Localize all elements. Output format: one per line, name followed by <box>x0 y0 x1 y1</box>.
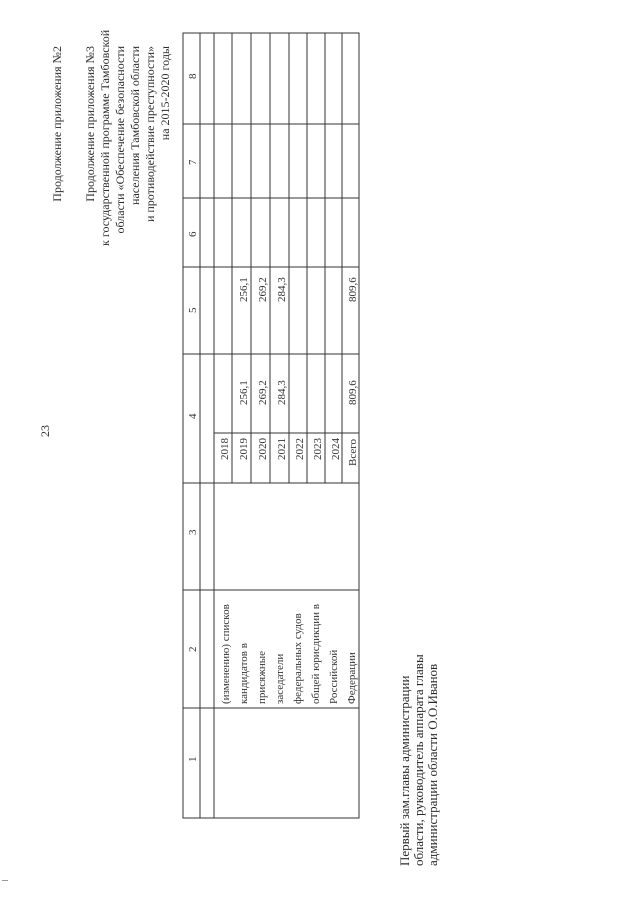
page-number: 23 <box>38 425 52 437</box>
col5-2019: 256,1 <box>238 277 250 302</box>
year-2024: 2024 <box>330 438 342 460</box>
year-2018: 2018 <box>219 438 231 460</box>
col5-total: 809,6 <box>347 277 359 302</box>
signature-line-2: области, руководитель аппарата главы <box>411 654 426 866</box>
col5-2021: 284,3 <box>276 277 288 302</box>
appendix-3-line-2: к государственной программе Тамбовской <box>98 29 112 246</box>
signature-line-1: Первый зам.главы администрации <box>397 675 412 866</box>
scan-edge-mark <box>2 880 8 881</box>
col4-values <box>238 380 359 405</box>
appendix-3-line-3: области «Обеспечение безопасности <box>113 46 127 234</box>
desc-line-2: кандидатов в <box>238 643 250 704</box>
year-2021: 2021 <box>276 438 288 460</box>
appendix-3-line-1: Продолжение приложения №3 <box>83 46 97 202</box>
desc-line-5: федеральных судов <box>292 613 304 704</box>
year-2019: 2019 <box>238 438 250 460</box>
appendix-3-line-5: и противодействие преступности» <box>143 46 157 223</box>
col-num-4: 4 <box>187 413 199 419</box>
col-num-6: 6 <box>187 231 199 237</box>
appendix-2-continuation: Продолжение приложения №2 <box>50 46 64 202</box>
desc-line-6: общей юрисдикции в <box>310 603 322 704</box>
year-2020: 2020 <box>257 438 269 460</box>
desc-line-3: присяжные <box>256 651 268 704</box>
appendix-3-line-4: населения Тамбовской области <box>128 46 142 205</box>
appendix-3-line-6: на 2015-2020 годы <box>158 46 172 141</box>
col4-2019: 256,1 <box>238 380 250 405</box>
signature-line-3: администрации области О.О.Иванов <box>425 663 440 866</box>
year-2022: 2022 <box>294 438 306 460</box>
row-description <box>220 604 358 704</box>
col-num-3: 3 <box>187 529 199 535</box>
col-num-8: 8 <box>187 73 199 79</box>
desc-line-1: (изменению) списков <box>220 604 232 704</box>
col5-values <box>238 277 359 302</box>
col5-2020: 269,2 <box>257 277 269 302</box>
year-2023: 2023 <box>312 438 324 460</box>
column-numbers <box>187 73 199 762</box>
col-num-5: 5 <box>187 307 199 313</box>
year-total: Всего <box>347 439 359 466</box>
col4-2021: 284,3 <box>276 380 288 405</box>
col-num-7: 7 <box>187 159 199 165</box>
col-num-1: 1 <box>187 756 199 762</box>
col-num-2: 2 <box>187 646 199 652</box>
desc-line-7: Российской <box>328 649 340 704</box>
col4-total: 809,6 <box>347 380 359 405</box>
col4-2020: 269,2 <box>257 380 269 405</box>
desc-line-4: заседатели <box>274 653 286 704</box>
desc-line-8: Федерации <box>346 652 358 704</box>
